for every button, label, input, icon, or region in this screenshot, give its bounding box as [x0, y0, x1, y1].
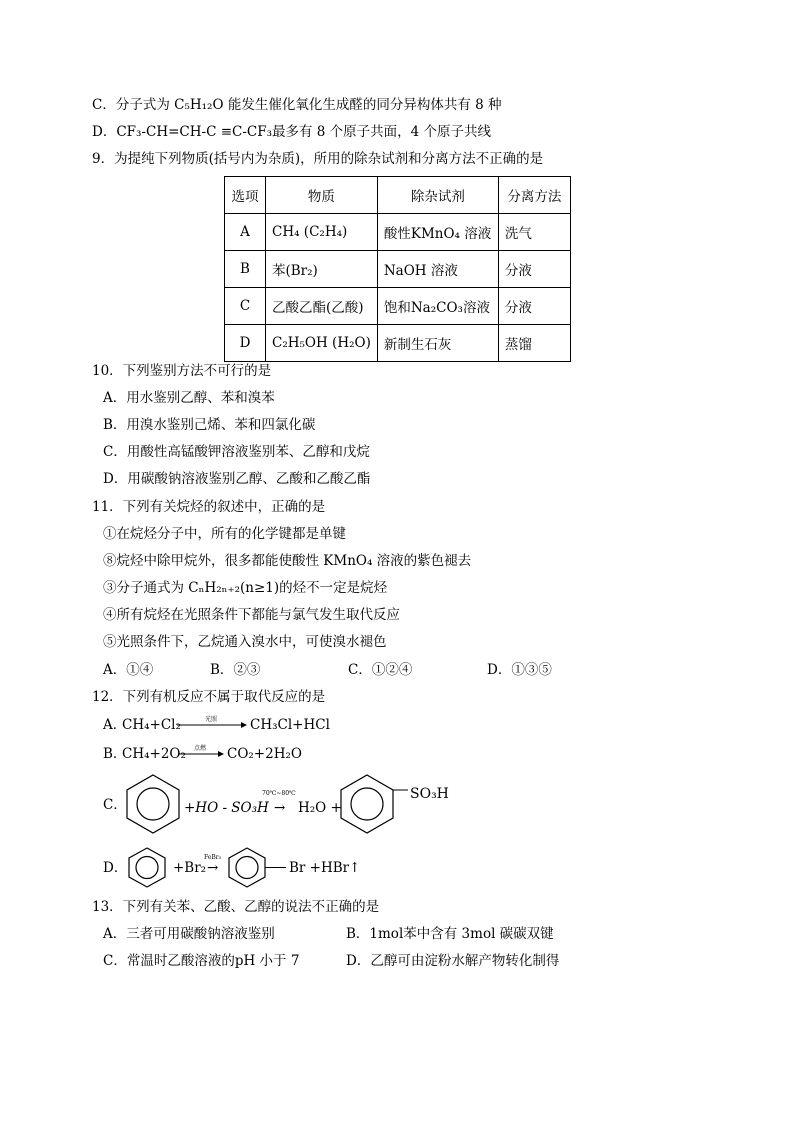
table-header-cell: 选项	[225, 177, 266, 214]
q13-stem: 13．下列有关苯、乙酸、乙醇的说法不正确的是	[92, 899, 380, 915]
table-row	[225, 325, 571, 362]
q12-option-c-label: C．	[103, 797, 127, 813]
q12-option-b-reactants: CH₄+2O₂	[122, 746, 186, 762]
q9-table	[224, 176, 571, 362]
table-cell: 分液	[498, 251, 570, 288]
q11-statement-5: ⑤光照条件下，乙烷通入溴水中，可使溴水褪色	[103, 634, 387, 650]
table-cell: 蒸馏	[498, 325, 570, 362]
q12-option-d-reagent: +Br₂	[173, 860, 207, 876]
benzene-ring-icon	[126, 846, 168, 888]
q11-option-b: B．②③	[210, 662, 261, 678]
q12-option-a-condition: 光照	[205, 716, 218, 723]
q9-stem: 9．为提纯下列物质(括号内为杂质)，所用的除杂试剂和分离方法不正确的是	[92, 151, 544, 167]
q12-option-d-arrow: →	[207, 860, 219, 876]
table-cell: A	[225, 214, 266, 251]
q10-option-a: A．用水鉴别乙醇、苯和溴苯	[103, 390, 275, 406]
q12-option-c-group: SO₃H	[410, 786, 449, 802]
q12-option-d-condition: FeBr₃	[204, 854, 222, 861]
table-cell: 分液	[498, 288, 570, 325]
q12-option-c-condition: 70℃~80℃	[262, 790, 296, 797]
q12-option-c-reagent: +HO - SO₃H	[184, 800, 269, 816]
table-cell: 乙酸乙酯(乙酸)	[266, 288, 378, 325]
q11-stem: 11．下列有关烷烃的叙述中，正确的是	[92, 499, 326, 515]
q11-option-d: D．①③⑤	[487, 662, 552, 678]
q10-stem: 10．下列鉴别方法不可行的是	[92, 363, 272, 379]
reaction-arrow-icon	[177, 714, 247, 730]
q10-option-b: B．用溴水鉴别己烯、苯和四氯化碳	[103, 417, 316, 433]
q10-option-c: C．用酸性高锰酸钾溶液鉴别苯、乙醇和戊烷	[103, 444, 370, 460]
table-cell: C₂H₅OH (H₂O)	[266, 325, 378, 362]
reaction-arrow-icon	[178, 743, 224, 759]
bromobenzene-ring-icon	[226, 846, 288, 888]
table-header-cell: 除杂试剂	[377, 177, 498, 214]
q11-statement-4: ④所有烷烃在光照条件下都能与氯气发生取代反应	[103, 607, 400, 623]
q10-option-d: D．用碳酸钠溶液鉴别乙醇、乙酸和乙酸乙酯	[103, 471, 371, 487]
q11-statement-2: ⑧烷烃中除甲烷外，很多都能使酸性 KMnO₄ 溶液的紫色褪去	[103, 553, 472, 569]
table-cell: D	[225, 325, 266, 362]
q13-option-d: D．乙醇可由淀粉水解产物转化制得	[346, 953, 560, 969]
q12-option-b-products: CO₂+2H₂O	[227, 746, 302, 762]
q13-option-b: B．1mol苯中含有 3mol 碳碳双键	[346, 926, 554, 942]
table-row	[225, 214, 571, 251]
table-cell: B	[225, 251, 266, 288]
q12-option-b-label: B．	[103, 746, 127, 762]
q13-option-a: A．三者可用碳酸钠溶液鉴别	[103, 926, 275, 942]
table-row	[225, 288, 571, 325]
table-cell: 饱和Na₂CO₃溶液	[377, 288, 498, 325]
q12-option-a-reactants: CH₄+Cl₂	[122, 717, 181, 733]
table-cell: 苯(Br₂)	[266, 251, 378, 288]
benzene-ring-icon	[124, 773, 182, 835]
table-cell: CH₄ (C₂H₄)	[266, 214, 378, 251]
table-header-cell: 物质	[266, 177, 378, 214]
table-cell: 酸性KMnO₄ 溶液	[377, 214, 498, 251]
q12-stem: 12．下列有机反应不属于取代反应的是	[92, 689, 326, 705]
q12-option-d-product: Br +HBr↑	[289, 860, 361, 876]
q8-option-c: C．分子式为 C₅H₁₂O 能发生催化氧化生成醛的同分异构体共有 8 种	[92, 97, 502, 113]
table-cell: NaOH 溶液	[377, 251, 498, 288]
q11-statement-1: ①在烷烃分子中，所有的化学键都是单键	[103, 526, 346, 542]
table-cell: 新制生石灰	[377, 325, 498, 362]
q8-option-d: D．CF₃-CH=CH-C ≡C-CF₃最多有 8 个原子共面，4 个原子共线	[92, 124, 492, 140]
q13-option-c: C．常温时乙酸溶液的pH 小于 7	[103, 953, 300, 969]
q11-statement-3: ③分子通式为 CₙH₂ₙ₊₂(n≥1)的烃不一定是烷烃	[103, 580, 388, 596]
table-header-row	[225, 177, 571, 214]
q12-option-b-condition: 点燃	[194, 745, 207, 752]
table-cell: C	[225, 288, 266, 325]
benzenesulfonic-acid-ring-icon	[338, 773, 410, 835]
q12-option-d-label: D．	[103, 860, 128, 876]
table-cell: 洗气	[498, 214, 570, 251]
q12-option-a-label: A．	[103, 717, 127, 733]
table-header-cell: 分离方法	[498, 177, 570, 214]
q11-option-a: A．①④	[103, 662, 154, 678]
q12-option-a-products: CH₃Cl+HCl	[250, 717, 330, 733]
q12-option-c-arrow: →	[274, 800, 286, 816]
table-row	[225, 251, 571, 288]
q11-option-c: C．①②④	[348, 662, 413, 678]
q12-option-c-water: H₂O +	[298, 800, 342, 816]
